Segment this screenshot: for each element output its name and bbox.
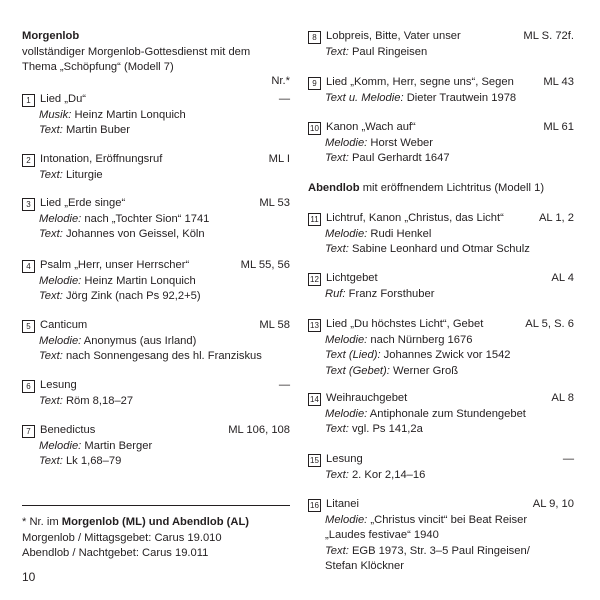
- item-number-box: 6: [22, 380, 35, 393]
- credit-label: Text:: [325, 544, 349, 557]
- item-number-box: 12: [308, 273, 321, 286]
- item-title: Lied „Du höchstes Licht“, Gebet: [326, 318, 484, 330]
- item-credit-line: [308, 227, 574, 243]
- credit-text: nach Nürnberg 1676: [370, 333, 473, 346]
- item-number-box: 13: [308, 319, 321, 332]
- item-title-row: [22, 378, 290, 394]
- item-title: Lichtgebet: [326, 272, 378, 284]
- program-item: [22, 423, 290, 470]
- credit-label: Text:: [39, 290, 63, 302]
- credit-label: Melodie:: [325, 136, 368, 149]
- item-title-row: [308, 29, 574, 45]
- credit-text: Antiphonale zum Stundengebet: [369, 407, 526, 420]
- credit-text: Heinz Martin Lonquich: [84, 274, 196, 287]
- item-credit-line: [308, 513, 574, 529]
- item-reference: AL 5, S. 6: [525, 318, 574, 330]
- credit-text: Werner Groß: [392, 364, 459, 377]
- column-header-number: Nr.*: [271, 75, 290, 87]
- item-title: Benedictus: [40, 424, 96, 436]
- morgenlob-title: Morgenlob: [22, 30, 80, 42]
- credit-text: Stefan Klöckner: [325, 560, 404, 572]
- item-number-box: 7: [22, 425, 35, 438]
- footnote-line-2: Morgenlob / Mittagsgebet: Carus 19.010: [22, 531, 222, 544]
- credit-label: Text:: [39, 168, 63, 181]
- credit-label: Melodie:: [325, 333, 368, 346]
- item-title-row: [308, 317, 574, 333]
- item-credit-line: [308, 333, 574, 349]
- program-item: [308, 452, 574, 483]
- credit-text: Dieter Trautwein 1978: [406, 91, 517, 104]
- item-reference: AL 4: [551, 272, 574, 284]
- item-reference: ML I: [268, 153, 290, 165]
- credit-label: Text:: [39, 124, 63, 136]
- item-credit-line: [22, 454, 290, 470]
- credit-label: Text:: [39, 394, 63, 407]
- item-reference: —: [278, 379, 290, 391]
- credit-text: Horst Weber: [370, 136, 433, 149]
- credit-text: Martin Buber: [65, 124, 130, 136]
- item-number-box: 4: [22, 260, 35, 273]
- credit-label: Melodie:: [325, 407, 368, 420]
- abendlob-title: Abendlob: [308, 182, 360, 194]
- item-credit-line: [308, 364, 574, 380]
- credit-label: Melodie:: [39, 439, 82, 452]
- item-title-row: [22, 92, 290, 108]
- program-item: [308, 391, 574, 438]
- credit-text: Röm 8,18–27: [65, 394, 134, 407]
- footnote-line-1: [22, 515, 290, 531]
- item-title-row: [22, 258, 290, 274]
- item-title: Canticum: [40, 319, 88, 331]
- credit-text: nach Sonnengesang des hl. Franziskus: [65, 350, 262, 362]
- credit-text: Jörg Zink (nach Ps 92,2+5): [65, 290, 201, 302]
- item-credit-line: [22, 289, 290, 305]
- item-reference: ML 58: [259, 319, 290, 331]
- credit-text: Sabine Leonhard und Otmar Schulz: [351, 243, 530, 255]
- credit-text: Johannes von Geissel, Köln: [65, 228, 205, 240]
- credit-label: Text:: [39, 350, 63, 362]
- item-credit-line: [22, 227, 290, 243]
- item-number-box: 1: [22, 94, 35, 107]
- column-header-row: [22, 74, 290, 90]
- credit-text: Heinz Martin Lonquich: [74, 108, 186, 121]
- item-number-box: 5: [22, 320, 35, 333]
- item-title: Psalm „Herr, unser Herrscher“: [40, 259, 190, 271]
- item-title: Lied „Komm, Herr, segne uns“, Segen: [326, 76, 514, 88]
- credit-label: Melodie:: [39, 334, 82, 347]
- item-title-row: [22, 318, 290, 334]
- credit-label: Text:: [325, 468, 349, 481]
- item-credit-line: [22, 108, 290, 124]
- program-item: [308, 29, 574, 60]
- credit-text: vgl. Ps 141,2a: [351, 423, 423, 435]
- item-credit-line: [308, 468, 574, 484]
- item-number-box: 9: [308, 77, 321, 90]
- item-number-box: 8: [308, 31, 321, 44]
- item-number-box: 3: [22, 198, 35, 211]
- item-title-row: [308, 211, 574, 227]
- program-item: [308, 497, 574, 575]
- credit-label: Melodie:: [325, 227, 368, 240]
- credit-text: Paul Gerhardt 1647: [351, 152, 450, 164]
- item-title: Weihrauchgebet: [326, 392, 408, 404]
- credit-text: EGB 1973, Str. 3–5 Paul Ringeisen/: [351, 544, 530, 557]
- item-credit-line: [308, 287, 574, 303]
- item-title: Lichtruf, Kanon „Christus, das Licht“: [326, 212, 504, 224]
- credit-text: Franz Forsthuber: [348, 287, 435, 300]
- item-reference: AL 1, 2: [538, 212, 574, 224]
- item-credit-line: [308, 407, 574, 423]
- item-title: Lesung: [326, 453, 363, 465]
- credit-text: „Laudes festivae“ 1940: [325, 529, 439, 541]
- item-title: Litanei: [326, 498, 359, 510]
- item-title-row: [308, 120, 574, 136]
- item-reference: AL 9, 10: [532, 498, 574, 510]
- item-credit-line: [308, 544, 574, 560]
- credit-label: Text:: [325, 243, 349, 255]
- footnote-line-3: Abendlob / Nachtgebet: Carus 19.011: [22, 547, 209, 559]
- program-item: [22, 152, 290, 183]
- credit-text: Martin Berger: [84, 439, 153, 452]
- item-reference: ML S. 72f.: [523, 30, 574, 42]
- item-reference: ML 106, 108: [228, 424, 290, 436]
- item-title: Lesung: [40, 379, 77, 391]
- item-title: Lied „Du“: [40, 93, 87, 105]
- credit-text: Lk 1,68–79: [65, 455, 122, 467]
- credit-label: Text (Gebet):: [325, 364, 390, 377]
- item-reference: AL 8: [551, 392, 574, 404]
- item-credit-line: [22, 394, 290, 410]
- credit-text: 2. Kor 2,14–16: [351, 468, 426, 481]
- program-item: [22, 258, 290, 305]
- item-credit-line: [308, 242, 574, 258]
- program-item: [308, 211, 574, 258]
- item-credit-line: [308, 45, 574, 61]
- footnote: [22, 515, 290, 562]
- item-title-row: [22, 152, 290, 168]
- item-title: Kanon „Wach auf“: [326, 121, 416, 133]
- item-title-row: [308, 452, 574, 468]
- program-item: [308, 120, 574, 167]
- item-title-row: [308, 271, 574, 287]
- footnote-prefix: * Nr. im: [22, 516, 59, 528]
- item-number-box: 14: [308, 393, 321, 406]
- program-item: [22, 318, 290, 365]
- item-title-row: [22, 196, 290, 212]
- program-item: [22, 196, 290, 243]
- item-credit-line: [308, 559, 574, 575]
- item-reference: ML 55, 56: [240, 259, 290, 271]
- credit-text: Paul Ringeisen: [351, 45, 428, 58]
- item-credit-line: [308, 528, 574, 544]
- page-number: 10: [22, 570, 36, 584]
- item-reference: —: [562, 453, 574, 465]
- program-item: [308, 317, 574, 379]
- item-title-row: [308, 391, 574, 407]
- item-credit-line: [22, 168, 290, 184]
- credit-label: Melodie:: [39, 212, 82, 225]
- morgenlob-subtitle-line-2: Thema „Schöpfung“ (Modell 7): [22, 61, 174, 73]
- abendlob-heading: [308, 181, 574, 197]
- morgenlob-heading-block: [22, 29, 290, 76]
- item-reference: ML 53: [259, 197, 290, 209]
- credit-text: Johannes Zwick vor 1542: [383, 349, 511, 361]
- item-title: Lied „Erde singe“: [40, 197, 126, 209]
- item-title-row: [308, 75, 574, 91]
- program-item: [308, 75, 574, 106]
- item-credit-line: [22, 439, 290, 455]
- item-number-box: 10: [308, 122, 321, 135]
- item-number-box: 15: [308, 454, 321, 467]
- item-number-box: 2: [22, 154, 35, 167]
- credit-label: Text:: [39, 455, 63, 467]
- credit-text: „Christus vincit“ bei Beat Reiser: [370, 513, 528, 526]
- item-credit-line: [308, 136, 574, 152]
- credit-label: Text:: [325, 45, 349, 58]
- footnote-divider: [22, 505, 290, 506]
- program-item: [308, 271, 574, 302]
- credit-label: Text:: [39, 228, 63, 240]
- credit-label: Text:: [325, 423, 349, 435]
- item-credit-line: [22, 349, 290, 365]
- item-title: Intonation, Eröffnungsruf: [40, 153, 163, 165]
- morgenlob-subtitle-line-1: vollständiger Morgenlob-Gottesdienst mit dem: [22, 45, 251, 58]
- credit-text: Liturgie: [65, 168, 103, 181]
- credit-label: Ruf:: [325, 287, 346, 300]
- credit-label: Text:: [325, 152, 349, 164]
- credit-label: Melodie:: [39, 274, 82, 287]
- program-item: [22, 92, 290, 139]
- abendlob-subtitle: mit eröffnendem Lichtritus (Modell 1): [362, 182, 545, 194]
- credit-text: Anonymus (aus Irland): [83, 334, 197, 347]
- item-reference: —: [278, 93, 290, 105]
- item-reference: ML 43: [543, 76, 574, 88]
- credit-text: Rudi Henkel: [370, 227, 432, 240]
- credit-label: Melodie:: [325, 513, 368, 526]
- credit-label: Text u. Melodie:: [325, 91, 404, 104]
- item-credit-line: [22, 274, 290, 290]
- item-credit-line: [308, 348, 574, 364]
- item-title: Lobpreis, Bitte, Vater unser: [326, 30, 461, 42]
- program-item: [22, 378, 290, 409]
- item-reference: ML 61: [543, 121, 574, 133]
- credit-label: Musik:: [39, 108, 72, 121]
- item-credit-line: [22, 123, 290, 139]
- credit-text: nach „Tochter Sion“ 1741: [84, 212, 210, 225]
- credit-label: Text (Lied):: [325, 349, 381, 361]
- item-title-row: [308, 497, 574, 513]
- item-number-box: 16: [308, 499, 321, 512]
- item-title-row: [22, 423, 290, 439]
- item-credit-line: [308, 422, 574, 438]
- item-number-box: 11: [308, 213, 321, 226]
- item-credit-line: [308, 151, 574, 167]
- item-credit-line: [308, 91, 574, 107]
- footnote-bold-text: Morgenlob (ML) und Abendlob (AL): [61, 516, 250, 528]
- item-credit-line: [22, 334, 290, 350]
- item-credit-line: [22, 212, 290, 228]
